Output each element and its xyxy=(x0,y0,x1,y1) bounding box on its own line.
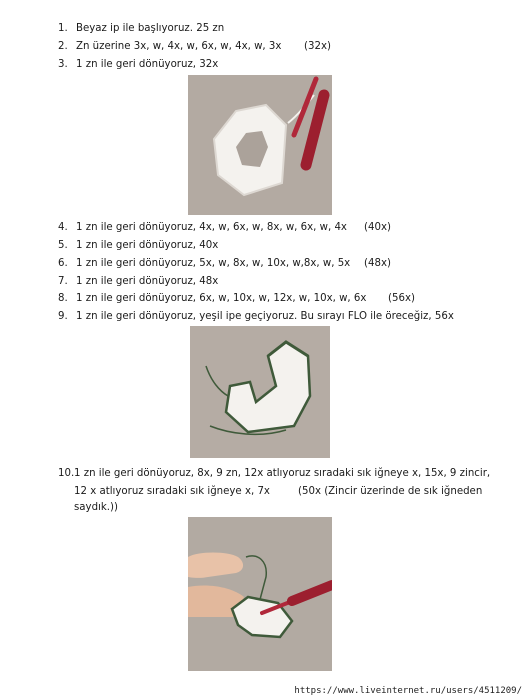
step-8 xyxy=(58,292,415,306)
photo-green-edge xyxy=(190,326,330,458)
step-number: 3. xyxy=(58,59,68,70)
step-number: 2. xyxy=(58,41,68,52)
step-count: (56x) xyxy=(388,293,415,304)
step-number: 5. xyxy=(58,240,68,251)
step-number: 6. xyxy=(58,258,68,269)
step-1 xyxy=(58,22,224,36)
step-text: 1 zn ile geri dönüyoruz, 48x xyxy=(76,276,219,287)
step-10-line-1 xyxy=(58,467,490,481)
step-count: (48x) xyxy=(364,258,391,269)
photo-white-ring-image xyxy=(188,75,332,215)
step-text: 1 zn ile geri dönüyoruz, 40x xyxy=(76,240,219,251)
step-10-line-3 xyxy=(74,501,118,515)
step-number: 7. xyxy=(58,276,68,287)
photo-hand-hook xyxy=(188,517,332,671)
step-4 xyxy=(58,221,391,235)
step-text: 1 zn ile geri dönüyoruz, 8x, 9 zn, 12x atlıyoruz sıradaki sık iğneye x, 15x, 9 zincir, xyxy=(74,468,491,479)
step-5 xyxy=(58,239,218,253)
photo-hand-hook-image xyxy=(188,517,332,671)
step-text: 1 zn ile geri dönüyoruz, 32x xyxy=(76,59,219,70)
step-10-line-2 xyxy=(74,485,483,499)
step-count: (50x (Zincir üzerinde de sık iğneden xyxy=(298,486,483,497)
step-text: saydık.)) xyxy=(74,502,118,513)
step-number: 8. xyxy=(58,293,68,304)
step-2 xyxy=(58,40,331,54)
step-7 xyxy=(58,275,218,289)
footer-url[interactable]: https://www.liveinternet.ru/users/4511209/ xyxy=(294,686,522,696)
step-6 xyxy=(58,257,391,271)
step-text: 1 zn ile geri dönüyoruz, 4x, w, 6x, w, 8x, w, 6x, w, 4x xyxy=(76,222,347,233)
photo-green-edge-image xyxy=(190,326,330,458)
step-text: Beyaz ip ile başlıyoruz. 25 zn xyxy=(76,23,225,34)
step-text: Zn üzerine 3x, w, 4x, w, 6x, w, 4x, w, 3x xyxy=(76,41,282,52)
step-3 xyxy=(58,58,218,72)
step-number: 4. xyxy=(58,222,68,233)
step-text: 1 zn ile geri dönüyoruz, 6x, w, 10x, w, 12x, w, 10x, w, 6x xyxy=(76,293,367,304)
step-count: (32x) xyxy=(304,41,331,52)
step-count: (40x) xyxy=(364,222,391,233)
step-9 xyxy=(58,310,454,324)
step-number: 9. xyxy=(58,311,68,322)
step-text: 1 zn ile geri dönüyoruz, 5x, w, 8x, w, 10x, w,8x, w, 5x xyxy=(76,258,351,269)
photo-white-ring xyxy=(188,75,332,215)
step-number: 10. xyxy=(58,468,75,479)
step-text: 1 zn ile geri dönüyoruz, yeşil ipe geçiyoruz. Bu sırayı FLO ile öreceğiz, 56x xyxy=(76,311,454,322)
step-number: 1. xyxy=(58,23,68,34)
step-text: 12 x atlıyoruz sıradaki sık iğneye x, 7x xyxy=(74,486,270,497)
